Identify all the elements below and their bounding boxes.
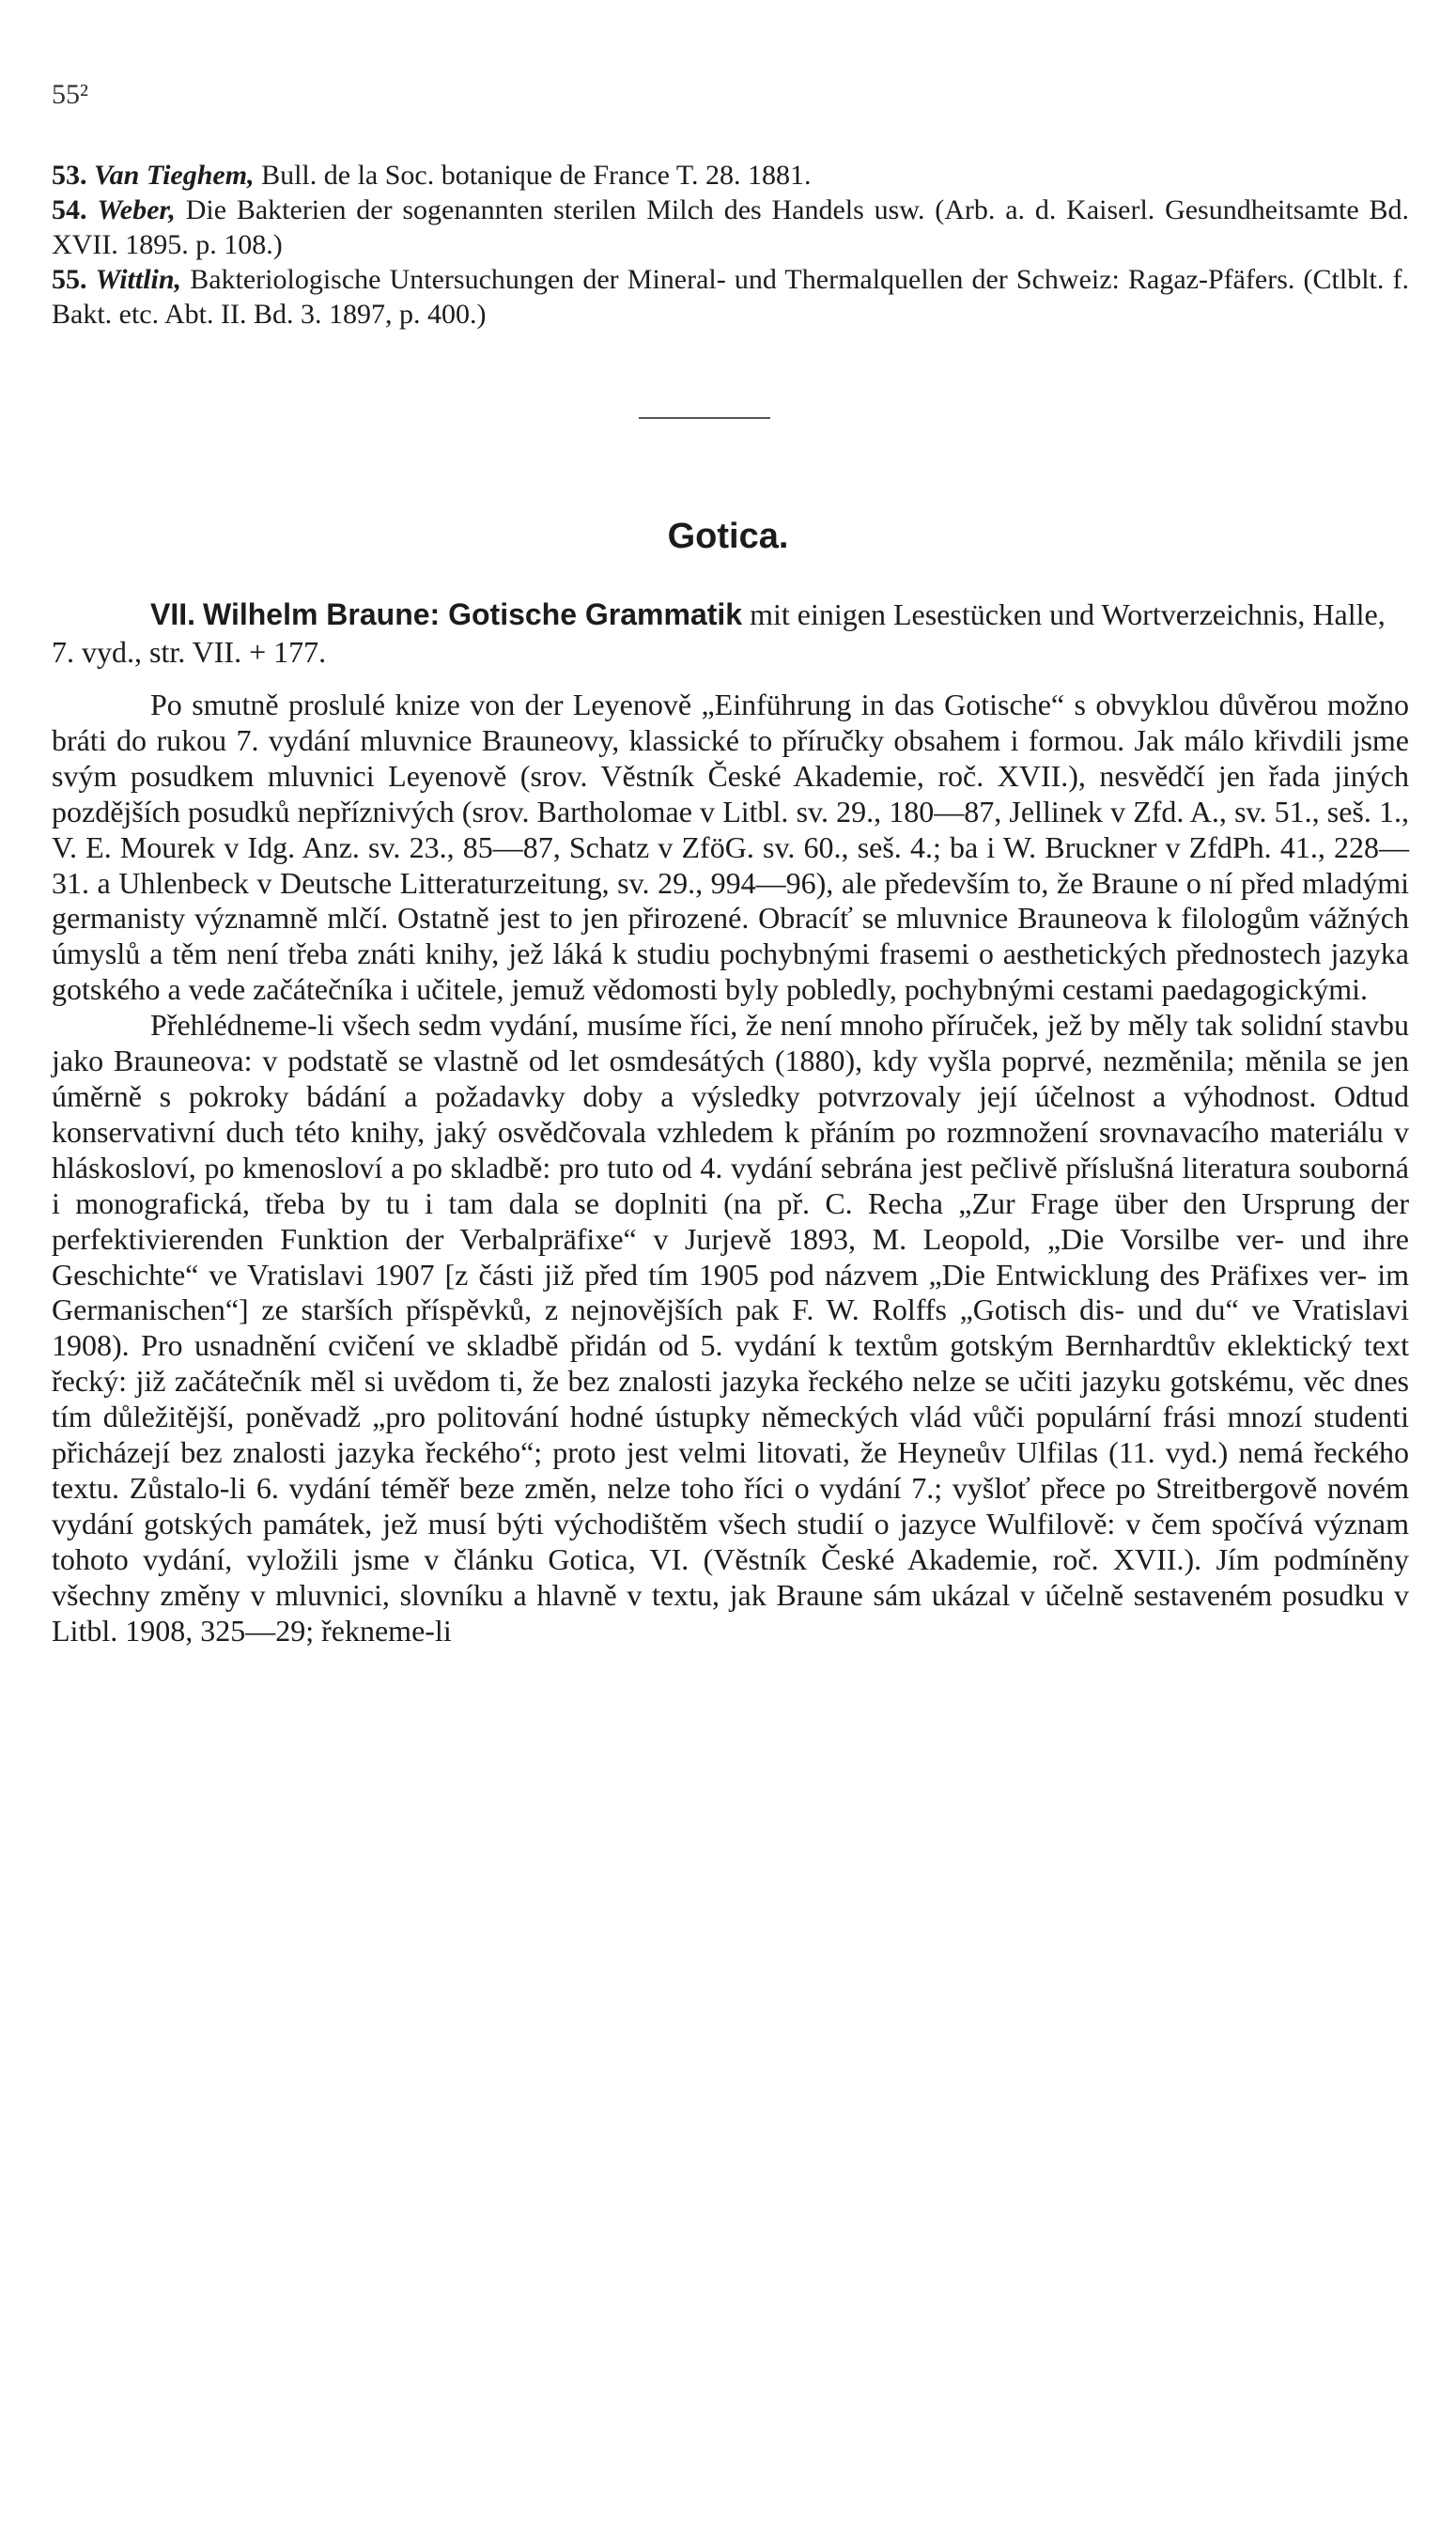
review-paragraph: Přehlédneme-li všech sedm vydání, musíme říci, že není mnoho příruček, jež by měly tak solidní stavbu jako Brauneova: v podstatě se vlastně od let osmdesátých (1880), kdy vyšla poprvé, nezměnila; měnila se jen úměrně s pokroky bádání a požadavky doby a výsledky potvrzovaly její účelnost a výhodnost. Odtud konservativní duch této knihy, jaký osvědčovala vzhledem k přáním po rozmnožení srovnavacího materiálu v hláskosloví, po kmenosloví a po skladbě: pro tuto od 4. vydání sebrána jest pečlivě příslušná literatura souborná i monografická, třeba by tu i tam dala se doplniti (na př. C. Recha „Zur Frage über den Ursprung der perfektivierenden Funktion der Verbalpräfixe“ v Jurjevě 1893, M. Leopold, „Die Vorsilbe ver- und ihre Geschichte“ ve Vratislavi 1907 [z části již před tím 1905 pod názvem „Die Entwicklung des Präfixes ver- im Germanischen“] ze starších příspěvků, z nejnovějších pak F. W. Rolffs „Gotisch dis- und du“ ve Vratislavi 1908). Pro usnadnění cvičení ve skladbě přidán od 5. vydání k textům gotským Bernhardtův eklektický text řecký: již začátečník měl si uvědom ti, že bez znalosti jazyka řeckého nelze se učiti jazyku gotskému, věc dnes tím důležitější, poněvadž „pro politování hodné ústupky německých vlád vůči populární frási mnozí studenti přicházejí bez znalosti jazyka řeckého“; proto jest velmi litovati, že Heyneův Ulfilas (11. vyd.) nemá řeckého textu. Zůstalo-li 6. vydání téměř beze změn, nelze toho říci o vydání 7.; vyšloť přece po Streitbergově novém vydání gotských památek, jež musí býti východištěm všech studií o jazyce Wulfilově: v čem spočívá význam tohoto vydání, vyložili jsme v článku Gotica, VI. (Věstník České Akademie, roč. XVII.). Jím podmíněny všechny změny v mluvnici, slovníku a hlavně v textu, jak Braune sám ukázal v účelně sestaveném posudku v Litbl. 1908, 325—29; řekneme-li	[52, 1008, 1409, 1648]
review-paragraph: Po smutně proslulé knize von der Leyenově „Einführung in das Gotische“ s obvyklou důvěrou možno bráti do rukou 7. vydání mluvnice Brauneovy, klassické to příručky obsahem i formou. Jak málo křivdili jsme svým posudkem mluvnici Leyenově (srov. Věstník České Akademie, roč. XVII.), nesvědčí jen řada jiných pozdějších posudků nepříznivých (srov. Bartholomae v Litbl. sv. 29., 180—87, Jellinek v Zfd. A., sv. 51., seš. 1., V. E. Mourek v Idg. Anz. sv. 23., 85—87, Schatz v ZföG. sv. 60., seš. 4.; ba i W. Bruckner v ZfdPh. 41., 228—31. a Uhlenbeck v Deutsche Litteraturzeitung, sv. 29., 994—96), ale především to, že Braune o ní před mladými germanisty významně mlčí. Ostatně jest to jen přirozené. Obracíť se mluvnice Brauneova k filologům vážných úmyslů a těm není třeba znáti knihy, jež láká k studiu pochybnými frasemi o aesthetických přednostech jazyka gotského a vede začátečníka i učitele, jemuž vědomosti byly pobledly, pochybnými cestami paedagogickými.	[52, 688, 1409, 1007]
section-heading: Gotica.	[667, 517, 789, 556]
reference-text: Die Bakterien der sogenannten sterilen Milch des Handels usw. (Arb. a. d. Kaiserl. Gesundheitsamte Bd. XVII. 1895. p. 108.)	[52, 194, 1410, 260]
review-body	[52, 688, 1409, 1648]
reference-author: Wittlin,	[95, 264, 182, 295]
reference-text: Bull. de la Soc. botanique de France T. 28. 1881.	[254, 160, 812, 191]
review-title	[52, 596, 1409, 671]
reference-author: Van Tieghem,	[94, 160, 255, 191]
reference-text: Bakteriologische Untersuchungen der Mineral- und Thermalquellen der Schweiz: Ragaz-Pfäfers. (Ctlblt. f. Bakt. etc. Abt. II. Bd. 3. 1897, p. 400.)	[52, 264, 1409, 330]
reference-author: Weber,	[97, 194, 176, 225]
reference-number: 55.	[52, 264, 87, 295]
review-title-bold: Wilhelm Braune: Gotische Grammatik	[203, 597, 743, 631]
page-number: 55²	[52, 79, 88, 110]
reference-item	[52, 158, 1409, 193]
reference-number: 53.	[52, 160, 87, 191]
reference-number: 54.	[52, 194, 87, 225]
reference-list	[52, 158, 1409, 332]
review-number: VII.	[150, 597, 196, 631]
review-title-rest: mit einigen Lesestücken und Wortverzeichnis, Halle, 7. vyd., str. VII. + 177.	[52, 597, 1386, 669]
reference-item	[52, 193, 1409, 262]
review-article	[52, 596, 1409, 1648]
reference-item	[52, 262, 1409, 332]
section-divider	[639, 417, 770, 419]
